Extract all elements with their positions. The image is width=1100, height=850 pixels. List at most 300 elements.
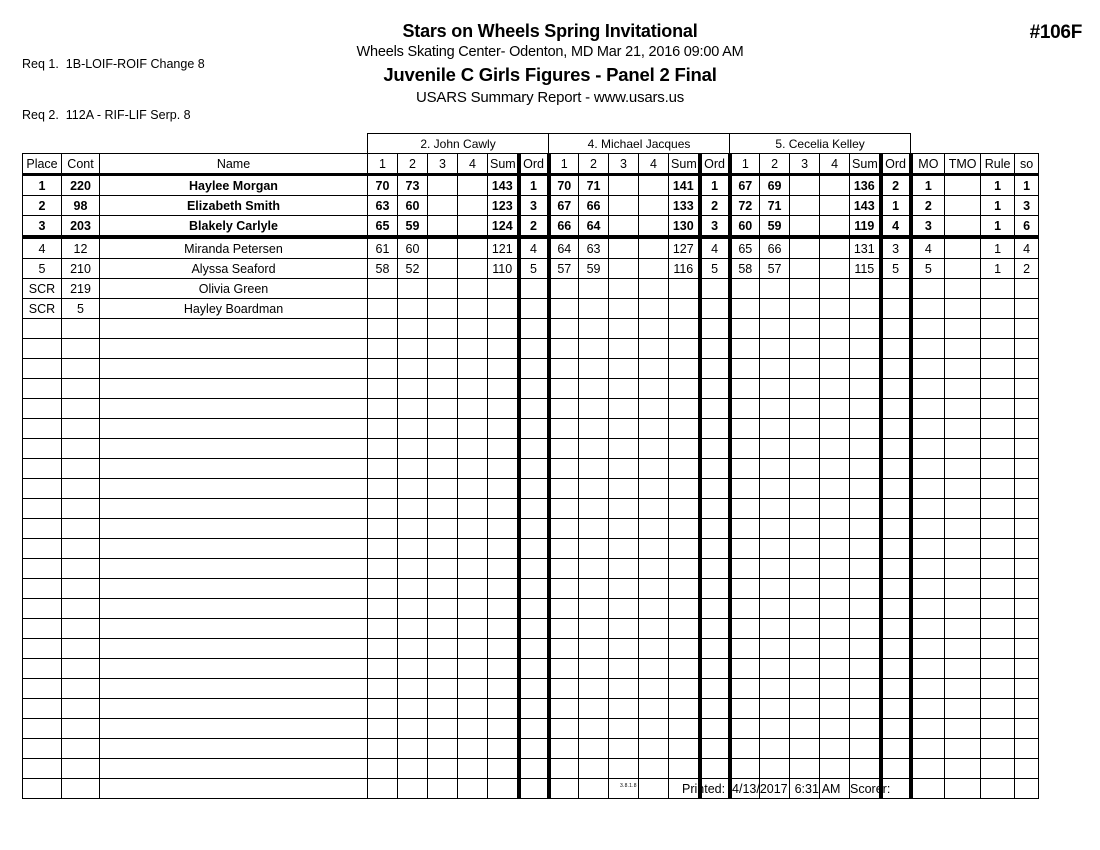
version-label: 3.8.1.8 xyxy=(620,783,637,789)
col-header-j2-ord: Ord xyxy=(700,154,730,175)
cell-blank xyxy=(579,559,609,579)
cell-rule: 1 xyxy=(981,237,1015,259)
cell-j2-ord xyxy=(700,299,730,319)
cell-blank xyxy=(820,319,850,339)
cell-cont: 219 xyxy=(62,279,100,299)
cell-blank xyxy=(579,419,609,439)
cell-blank xyxy=(700,479,730,499)
cell-blank xyxy=(790,419,820,439)
cell-name xyxy=(100,779,368,799)
cell-blank xyxy=(639,719,669,739)
cell-blank xyxy=(730,599,760,619)
cell-blank xyxy=(579,499,609,519)
cell-rule xyxy=(981,679,1015,699)
cell-blank xyxy=(398,619,428,639)
cell-blank xyxy=(458,559,488,579)
cell-blank xyxy=(790,379,820,399)
cell-j1-ord: 3 xyxy=(519,196,549,216)
cell-blank xyxy=(850,359,881,379)
cell-so xyxy=(1015,739,1039,759)
cell-blank xyxy=(700,459,730,479)
table-row-empty[interactable] xyxy=(23,719,1039,739)
scorer-label: Scorer: xyxy=(850,782,891,796)
cell-tmo xyxy=(945,519,981,539)
cell-blank xyxy=(850,739,881,759)
cell-place xyxy=(23,439,62,459)
cell-j2-ord: 2 xyxy=(700,196,730,216)
table-row-empty[interactable] xyxy=(23,599,1039,619)
cell-name xyxy=(100,419,368,439)
cell-tmo xyxy=(945,539,981,559)
cell-blank xyxy=(549,539,579,559)
cell-place xyxy=(23,679,62,699)
cell-blank xyxy=(519,619,549,639)
cell-j1-ord: 5 xyxy=(519,259,549,279)
cell-mo xyxy=(911,679,945,699)
cell-so xyxy=(1015,679,1039,699)
cell-blank xyxy=(609,579,639,599)
cell-place xyxy=(23,479,62,499)
cell-cont xyxy=(62,519,100,539)
cell-blank xyxy=(549,579,579,599)
cell-blank xyxy=(519,539,549,559)
cell-j2-fig4 xyxy=(639,175,669,196)
cell-blank xyxy=(428,519,458,539)
cell-blank xyxy=(458,599,488,619)
cell-rule xyxy=(981,439,1015,459)
table-row-empty[interactable] xyxy=(23,479,1039,499)
cell-name: Alyssa Seaford xyxy=(100,259,368,279)
table-row-empty[interactable] xyxy=(23,359,1039,379)
table-row[interactable] xyxy=(23,196,1039,216)
cell-blank xyxy=(881,459,911,479)
cell-j2-fig1: 66 xyxy=(549,216,579,238)
cell-blank xyxy=(881,439,911,459)
cell-tmo xyxy=(945,499,981,519)
requirement-line-2: Req 2. 112A - RIF-LIF Serp. 8 xyxy=(22,108,191,122)
cell-blank xyxy=(790,439,820,459)
cell-j2-fig1: 67 xyxy=(549,196,579,216)
cell-name xyxy=(100,539,368,559)
cell-blank xyxy=(368,499,398,519)
cell-tmo xyxy=(945,479,981,499)
cell-blank xyxy=(609,659,639,679)
cell-rule xyxy=(981,279,1015,299)
cell-name xyxy=(100,699,368,719)
cell-j1-fig3 xyxy=(428,196,458,216)
cell-blank xyxy=(700,619,730,639)
cell-mo xyxy=(911,559,945,579)
cell-blank xyxy=(368,599,398,619)
cell-so xyxy=(1015,519,1039,539)
table-row[interactable] xyxy=(23,175,1039,196)
table-row-empty[interactable] xyxy=(23,579,1039,599)
cell-blank xyxy=(579,399,609,419)
judge-banner-row xyxy=(23,134,1039,154)
cell-rule xyxy=(981,599,1015,619)
cell-blank xyxy=(398,579,428,599)
cell-blank xyxy=(519,759,549,779)
cell-blank xyxy=(820,699,850,719)
cell-blank xyxy=(760,459,790,479)
cell-blank xyxy=(519,399,549,419)
cell-blank xyxy=(458,419,488,439)
table-row-empty[interactable] xyxy=(23,319,1039,339)
cell-so xyxy=(1015,359,1039,379)
cell-blank xyxy=(579,659,609,679)
cell-j3-ord xyxy=(881,299,911,319)
cell-cont: 98 xyxy=(62,196,100,216)
cell-blank xyxy=(700,679,730,699)
cell-rule xyxy=(981,399,1015,419)
cell-tmo xyxy=(945,196,981,216)
cell-blank xyxy=(549,639,579,659)
cell-blank xyxy=(881,759,911,779)
cell-blank xyxy=(820,459,850,479)
cell-j3-fig3 xyxy=(790,237,820,259)
cell-blank xyxy=(398,419,428,439)
cell-j1-sum xyxy=(488,299,519,319)
col-header-j1-sum: Sum xyxy=(488,154,519,175)
table-row-empty[interactable] xyxy=(23,419,1039,439)
cell-blank xyxy=(790,539,820,559)
cell-so xyxy=(1015,379,1039,399)
cell-blank xyxy=(519,359,549,379)
cell-j3-fig1: 65 xyxy=(730,237,760,259)
cell-j2-fig3 xyxy=(609,299,639,319)
cell-blank xyxy=(368,539,398,559)
cell-rule xyxy=(981,779,1015,799)
cell-j1-fig2: 60 xyxy=(398,237,428,259)
cell-blank xyxy=(639,359,669,379)
cell-name xyxy=(100,399,368,419)
cell-j2-fig2: 66 xyxy=(579,196,609,216)
cell-place xyxy=(23,499,62,519)
table-row-empty[interactable] xyxy=(23,379,1039,399)
cell-blank xyxy=(881,399,911,419)
cell-j3-fig3 xyxy=(790,299,820,319)
cell-so xyxy=(1015,579,1039,599)
cell-blank xyxy=(700,499,730,519)
cell-j3-sum: 131 xyxy=(850,237,881,259)
cell-blank xyxy=(609,439,639,459)
cell-blank xyxy=(700,659,730,679)
cell-blank xyxy=(519,339,549,359)
cell-blank xyxy=(669,599,700,619)
cell-blank xyxy=(368,519,398,539)
cell-place: SCR xyxy=(23,299,62,319)
cell-j1-fig3 xyxy=(428,259,458,279)
cell-blank xyxy=(790,599,820,619)
cell-j2-fig2 xyxy=(579,299,609,319)
event-subtitle: Juvenile C Girls Figures - Panel 2 Final xyxy=(383,64,717,85)
cell-blank xyxy=(488,399,519,419)
cell-blank xyxy=(850,319,881,339)
cell-blank xyxy=(609,519,639,539)
cell-blank xyxy=(730,459,760,479)
table-row-empty[interactable] xyxy=(23,659,1039,679)
cell-cont xyxy=(62,499,100,519)
requirement-line-1: Req 1. 1B-LOIF-ROIF Change 8 xyxy=(22,57,205,71)
cell-blank xyxy=(368,419,398,439)
cell-blank xyxy=(428,599,458,619)
cell-j3-fig4 xyxy=(820,216,850,238)
cell-name xyxy=(100,719,368,739)
cell-place: SCR xyxy=(23,279,62,299)
cell-blank xyxy=(790,659,820,679)
cell-blank xyxy=(850,519,881,539)
cell-cont xyxy=(62,559,100,579)
cell-place: 2 xyxy=(23,196,62,216)
cell-blank xyxy=(760,319,790,339)
table-row-empty[interactable] xyxy=(23,679,1039,699)
cell-mo xyxy=(911,279,945,299)
cell-j2-fig3 xyxy=(609,216,639,238)
cell-blank xyxy=(368,439,398,459)
cell-blank xyxy=(398,399,428,419)
cell-place xyxy=(23,399,62,419)
cell-j2-fig1: 64 xyxy=(549,237,579,259)
table-row-empty[interactable] xyxy=(23,339,1039,359)
cell-mo xyxy=(911,299,945,319)
cell-j3-fig1: 58 xyxy=(730,259,760,279)
cell-blank xyxy=(398,659,428,679)
cell-blank xyxy=(669,419,700,439)
cell-blank xyxy=(488,679,519,699)
cell-blank xyxy=(730,379,760,399)
col-header-j3-ord: Ord xyxy=(881,154,911,175)
cell-rule xyxy=(981,739,1015,759)
col-header-j3-fig3: 3 xyxy=(790,154,820,175)
col-header-j1-fig4: 4 xyxy=(458,154,488,175)
cell-so xyxy=(1015,479,1039,499)
cell-blank xyxy=(639,379,669,399)
cell-j1-sum: 143 xyxy=(488,175,519,196)
cell-place xyxy=(23,539,62,559)
cell-blank xyxy=(850,759,881,779)
cell-j1-fig4 xyxy=(458,259,488,279)
cell-blank xyxy=(639,439,669,459)
cell-tmo xyxy=(945,619,981,639)
table-row-empty[interactable] xyxy=(23,739,1039,759)
cell-blank xyxy=(730,399,760,419)
cell-j3-fig1: 72 xyxy=(730,196,760,216)
cell-name xyxy=(100,659,368,679)
cell-cont xyxy=(62,359,100,379)
cell-blank xyxy=(850,539,881,559)
cell-blank xyxy=(639,699,669,719)
cell-blank xyxy=(398,779,428,799)
cell-j3-fig2: 59 xyxy=(760,216,790,238)
cell-blank xyxy=(850,339,881,359)
cell-blank xyxy=(549,459,579,479)
cell-blank xyxy=(488,519,519,539)
cell-cont xyxy=(62,459,100,479)
table-row[interactable] xyxy=(23,299,1039,319)
cell-j2-sum: 130 xyxy=(669,216,700,238)
cell-blank xyxy=(760,439,790,459)
table-row-empty[interactable] xyxy=(23,459,1039,479)
cell-blank xyxy=(549,719,579,739)
table-row-empty[interactable] xyxy=(23,499,1039,519)
cell-blank xyxy=(488,779,519,799)
cell-j1-fig2: 52 xyxy=(398,259,428,279)
table-row-empty[interactable] xyxy=(23,639,1039,659)
cell-blank xyxy=(790,699,820,719)
cell-blank xyxy=(790,619,820,639)
table-row[interactable] xyxy=(23,279,1039,299)
cell-blank xyxy=(790,679,820,699)
cell-name: Olivia Green xyxy=(100,279,368,299)
cell-mo xyxy=(911,779,945,799)
cell-j2-fig4 xyxy=(639,216,669,238)
cell-mo: 3 xyxy=(911,216,945,238)
table-row-empty[interactable] xyxy=(23,699,1039,719)
cell-blank xyxy=(609,759,639,779)
cell-blank xyxy=(881,559,911,579)
cell-j2-fig3 xyxy=(609,175,639,196)
cell-blank xyxy=(579,599,609,619)
cell-blank xyxy=(881,419,911,439)
cell-blank xyxy=(488,659,519,679)
cell-j3-fig4 xyxy=(820,196,850,216)
cell-blank xyxy=(850,699,881,719)
cell-blank xyxy=(639,499,669,519)
cell-blank xyxy=(368,339,398,359)
cell-place: 3 xyxy=(23,216,62,238)
cell-j1-ord: 1 xyxy=(519,175,549,196)
cell-cont xyxy=(62,639,100,659)
cell-blank xyxy=(609,699,639,719)
cell-j3-fig3 xyxy=(790,279,820,299)
cell-blank xyxy=(398,699,428,719)
table-row-empty[interactable] xyxy=(23,539,1039,559)
cell-j3-sum: 136 xyxy=(850,175,881,196)
cell-blank xyxy=(730,419,760,439)
cell-blank xyxy=(488,359,519,379)
cell-blank xyxy=(579,759,609,779)
cell-blank xyxy=(488,579,519,599)
cell-blank xyxy=(488,459,519,479)
cell-blank xyxy=(609,359,639,379)
cell-blank xyxy=(519,699,549,719)
table-row[interactable] xyxy=(23,216,1039,238)
col-header-j3-fig2: 2 xyxy=(760,154,790,175)
cell-blank xyxy=(549,439,579,459)
cell-blank xyxy=(549,779,579,799)
cell-j3-fig2: 69 xyxy=(760,175,790,196)
cell-blank xyxy=(519,559,549,579)
cell-blank xyxy=(458,699,488,719)
cell-blank xyxy=(609,479,639,499)
cell-name xyxy=(100,499,368,519)
cell-blank xyxy=(549,559,579,579)
cell-place xyxy=(23,419,62,439)
cell-j3-fig1 xyxy=(730,279,760,299)
cell-blank xyxy=(820,679,850,699)
cell-blank xyxy=(760,339,790,359)
col-header-j3-sum: Sum xyxy=(850,154,881,175)
cell-blank xyxy=(730,559,760,579)
table-row-empty[interactable] xyxy=(23,619,1039,639)
cell-name xyxy=(100,579,368,599)
cell-so: 6 xyxy=(1015,216,1039,238)
cell-blank xyxy=(850,619,881,639)
cell-j1-fig2: 73 xyxy=(398,175,428,196)
cell-blank xyxy=(639,639,669,659)
cell-j1-fig1: 63 xyxy=(368,196,398,216)
cell-blank xyxy=(368,679,398,699)
cell-blank xyxy=(730,619,760,639)
cell-cont: 5 xyxy=(62,299,100,319)
cell-blank xyxy=(398,539,428,559)
cell-place xyxy=(23,759,62,779)
cell-blank xyxy=(368,639,398,659)
cell-blank xyxy=(579,639,609,659)
cell-blank xyxy=(760,399,790,419)
cell-blank xyxy=(549,479,579,499)
cell-j1-sum: 121 xyxy=(488,237,519,259)
table-row[interactable] xyxy=(23,237,1039,259)
cell-blank xyxy=(881,579,911,599)
cell-j3-ord: 3 xyxy=(881,237,911,259)
cell-j2-sum xyxy=(669,279,700,299)
table-row[interactable] xyxy=(23,259,1039,279)
cell-blank xyxy=(579,719,609,739)
cell-blank xyxy=(488,439,519,459)
table-row-empty[interactable] xyxy=(23,559,1039,579)
cell-place xyxy=(23,699,62,719)
cell-blank xyxy=(730,719,760,739)
cell-j1-fig3 xyxy=(428,175,458,196)
cell-blank xyxy=(368,739,398,759)
cell-blank xyxy=(428,419,458,439)
cell-blank xyxy=(820,639,850,659)
table-row-empty[interactable] xyxy=(23,519,1039,539)
cell-so xyxy=(1015,319,1039,339)
cell-blank xyxy=(368,319,398,339)
cell-mo xyxy=(911,539,945,559)
cell-j1-fig3 xyxy=(428,299,458,319)
cell-blank xyxy=(669,439,700,459)
cell-blank xyxy=(458,459,488,479)
cell-blank xyxy=(398,519,428,539)
table-row-empty[interactable] xyxy=(23,759,1039,779)
cell-name: Elizabeth Smith xyxy=(100,196,368,216)
table-row-empty[interactable] xyxy=(23,399,1039,419)
cell-name xyxy=(100,619,368,639)
table-row-empty[interactable] xyxy=(23,439,1039,459)
cell-blank xyxy=(700,399,730,419)
cell-blank xyxy=(669,659,700,679)
cell-rule: 1 xyxy=(981,216,1015,238)
cell-rule xyxy=(981,339,1015,359)
cell-so xyxy=(1015,599,1039,619)
cell-j2-ord: 4 xyxy=(700,237,730,259)
cell-blank xyxy=(368,359,398,379)
cell-blank xyxy=(850,579,881,599)
cell-blank xyxy=(850,659,881,679)
cell-blank xyxy=(519,579,549,599)
cell-j1-fig4 xyxy=(458,216,488,238)
cell-name xyxy=(100,759,368,779)
cell-blank xyxy=(398,459,428,479)
cell-j3-fig3 xyxy=(790,175,820,196)
cell-blank xyxy=(549,519,579,539)
cell-blank xyxy=(458,639,488,659)
cell-blank xyxy=(579,319,609,339)
cell-rule xyxy=(981,559,1015,579)
